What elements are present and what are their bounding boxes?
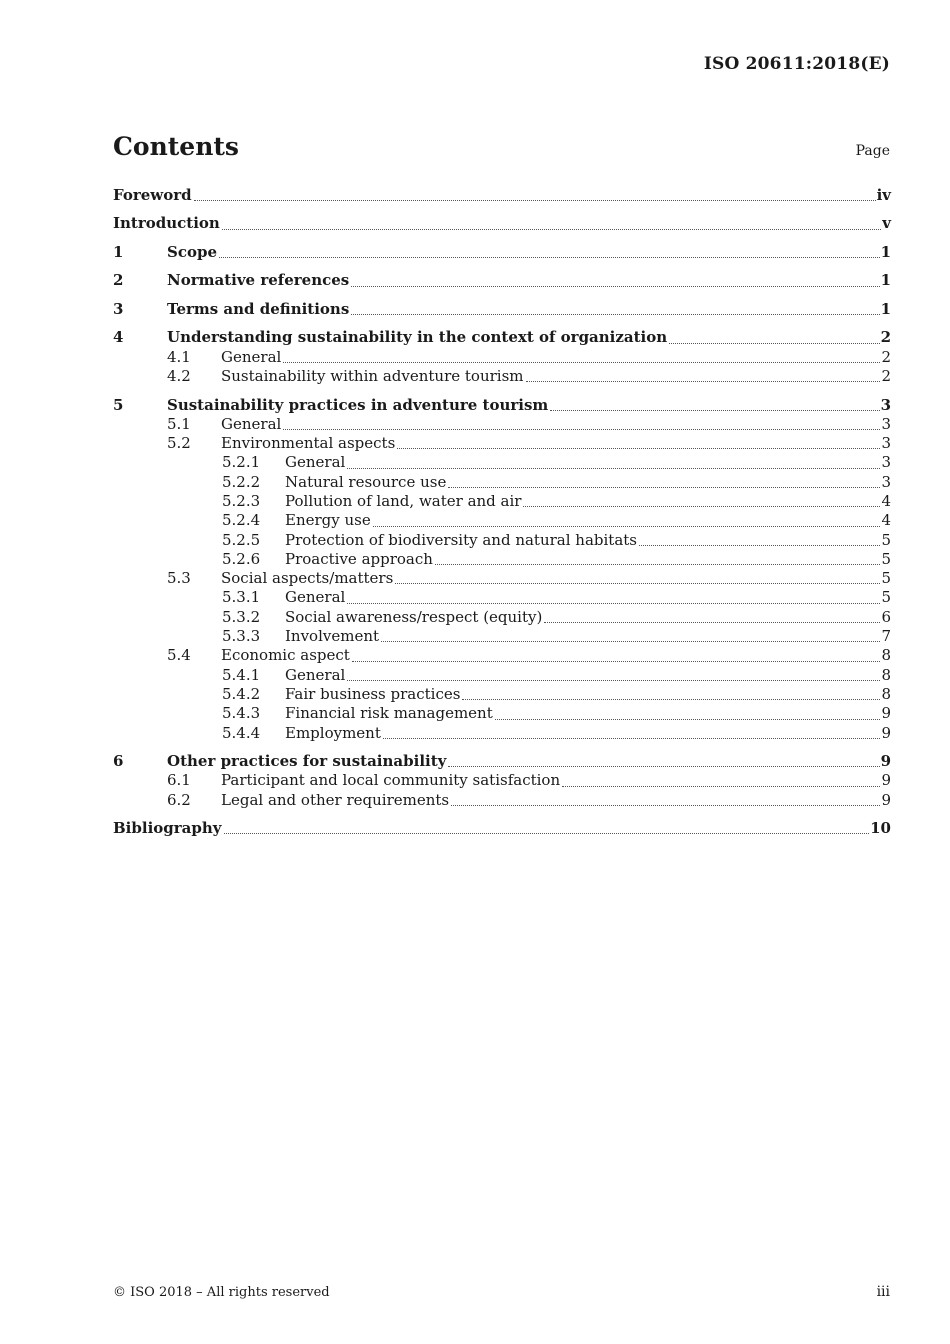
toc-dot-leader	[381, 640, 880, 642]
toc-entry-title: Natural resource use	[285, 472, 447, 491]
toc-dot-leader	[352, 660, 881, 662]
toc-entry-title: Involvement	[285, 627, 380, 646]
toc-entry-title: Pollution of land, water and air	[285, 491, 522, 510]
toc-entry[interactable]	[113, 271, 891, 290]
toc-entry-number: 4.2	[167, 367, 191, 386]
toc-entry[interactable]	[113, 819, 891, 838]
toc-entry-title: Scope	[167, 242, 218, 261]
toc-entry-title: Social awareness/respect (equity)	[285, 607, 543, 626]
toc-entry-number: 2	[113, 271, 124, 290]
toc-entry-number: 4.1	[167, 347, 191, 366]
toc-entry[interactable]	[113, 685, 891, 704]
toc-entry-number: 5.4.2	[222, 684, 261, 703]
toc-entry[interactable]	[113, 646, 891, 665]
toc-entry-number: 5.3	[167, 569, 191, 588]
toc-dot-leader	[351, 313, 879, 315]
toc-entry-number: 5.2.4	[222, 511, 261, 530]
toc-entry-page: 9	[881, 704, 891, 723]
toc-entry-page: 5	[881, 588, 891, 607]
toc-entry-page: 8	[881, 646, 891, 665]
toc-entry-page: 5	[881, 569, 891, 588]
toc-entry-title: Understanding sustainability in the context of organization	[167, 328, 668, 347]
page-title: Contents	[113, 132, 240, 161]
toc-entry[interactable]	[113, 328, 891, 347]
toc-entry-page: 3	[881, 453, 891, 472]
toc-entry-page: 3	[881, 434, 891, 453]
toc-entry[interactable]	[113, 627, 891, 646]
document-header-id: ISO 20611:2018(E)	[703, 54, 890, 74]
toc-entry-title: General	[221, 347, 282, 366]
toc-entry-page: 2	[881, 347, 891, 366]
toc-entry[interactable]	[113, 531, 891, 550]
toc-entry-number: 5.4.3	[222, 704, 261, 723]
toc-entry[interactable]	[113, 434, 891, 453]
toc-entry[interactable]	[113, 396, 891, 415]
toc-entry-title: Economic aspect	[221, 646, 350, 665]
toc-entry[interactable]	[113, 752, 891, 771]
toc-entry-number: 5.2.1	[222, 453, 261, 472]
toc-entry-number: 4	[113, 328, 124, 347]
toc-entry-number: 5.4.1	[222, 665, 261, 684]
toc-entry-page: v	[882, 214, 891, 233]
toc-entry-title: Social aspects/matters	[221, 569, 394, 588]
toc-dot-leader	[523, 505, 880, 507]
toc-entry[interactable]	[113, 214, 891, 233]
toc-entry-title: Normative references	[167, 271, 350, 290]
toc-entry-title: Sustainability practices in adventure tourism	[167, 395, 549, 414]
toc-dot-leader	[283, 361, 880, 363]
toc-entry-number: 6.2	[167, 790, 191, 809]
toc-entry-number: 5.2.6	[222, 549, 261, 568]
toc-entry-number: 5.3.1	[222, 588, 261, 607]
toc-entry-number: 6.1	[167, 771, 191, 790]
toc-entry-page: 9	[881, 771, 891, 790]
toc-entry[interactable]	[113, 415, 891, 434]
toc-entry-number: 6	[113, 752, 124, 771]
toc-entry[interactable]	[113, 348, 891, 367]
toc-dot-leader	[550, 409, 879, 411]
toc-entry-title: Terms and definitions	[167, 299, 350, 318]
toc-entry-number: 5.2	[167, 434, 191, 453]
toc-entry-page: 3	[881, 414, 891, 433]
toc-entry-number: 5.4.4	[222, 723, 261, 742]
toc-entry-number: 5.1	[167, 414, 191, 433]
toc-entry-page: 4	[881, 491, 891, 510]
toc-entry[interactable]	[113, 367, 891, 386]
toc-dot-leader	[526, 380, 881, 382]
toc-dot-leader	[219, 256, 880, 258]
toc-entry-page: 5	[881, 530, 891, 549]
toc-dot-leader	[448, 765, 879, 767]
toc-entry-title: General	[285, 453, 346, 472]
toc-entry-page: 8	[881, 665, 891, 684]
toc-entry[interactable]	[113, 550, 891, 569]
toc-entry-title: Foreword	[113, 186, 192, 204]
toc-dot-leader	[194, 199, 876, 201]
toc-entry-title: Protection of biodiversity and natural habitats	[285, 530, 637, 549]
toc-dot-leader	[224, 832, 870, 834]
footer-copyright: © ISO 2018 – All rights reserved	[113, 1285, 330, 1300]
toc-dot-leader	[435, 563, 881, 565]
toc-entry-page: 4	[881, 511, 891, 530]
toc-entry-page: 10	[870, 819, 891, 838]
toc-dot-leader	[347, 467, 880, 469]
toc-entry[interactable]	[113, 300, 891, 319]
toc-entry-title: Introduction	[113, 214, 220, 233]
toc-entry[interactable]	[113, 608, 891, 627]
toc-entry-number: 3	[113, 299, 124, 318]
toc-entry[interactable]	[113, 771, 891, 790]
toc-entry-title: Fair business practices	[285, 684, 461, 703]
toc-entry-page: iv	[876, 186, 891, 204]
toc-entry-page: 9	[881, 790, 891, 809]
toc-entry-title: Energy use	[285, 511, 371, 530]
toc-entry-page: 3	[881, 472, 891, 491]
toc-dot-leader	[495, 718, 881, 720]
toc-entry-title: General	[285, 665, 346, 684]
toc-entry-page: 5	[881, 549, 891, 568]
toc-entry-title: Environmental aspects	[221, 434, 396, 453]
toc-entry[interactable]	[113, 724, 891, 743]
toc-entry-title: General	[221, 414, 282, 433]
toc-entry[interactable]	[113, 186, 891, 205]
toc-entry[interactable]	[113, 453, 891, 472]
toc-entry-page: 1	[880, 242, 891, 261]
toc-dot-leader	[451, 804, 880, 806]
toc-entry-title: Proactive approach	[285, 549, 433, 568]
toc-entry-title: Other practices for sustainability	[167, 752, 447, 771]
table-of-contents	[113, 186, 891, 838]
toc-dot-leader	[347, 679, 880, 681]
toc-entry-page: 1	[880, 271, 891, 290]
toc-dot-leader	[222, 228, 881, 230]
toc-entry[interactable]	[113, 243, 891, 262]
toc-dot-leader	[544, 621, 880, 623]
toc-entry-number: 5.3.2	[222, 607, 261, 626]
toc-entry[interactable]	[113, 588, 891, 607]
toc-entry-page: 2	[880, 328, 891, 347]
toc-entry-page: 3	[880, 395, 891, 414]
toc-entry-title: Legal and other requirements	[221, 790, 450, 809]
toc-entry-page: 1	[880, 299, 891, 318]
toc-entry-number: 5	[113, 395, 124, 414]
toc-dot-leader	[351, 285, 879, 287]
toc-entry-title: General	[285, 588, 346, 607]
toc-entry-number: 1	[113, 242, 124, 261]
toc-entry[interactable]	[113, 492, 891, 511]
toc-entry-title: Participant and local community satisfaction	[221, 771, 561, 790]
toc-entry[interactable]	[113, 473, 891, 492]
toc-entry-page: 8	[881, 684, 891, 703]
toc-entry-page: 2	[881, 367, 891, 386]
toc-dot-leader	[283, 428, 880, 430]
toc-entry[interactable]	[113, 511, 891, 530]
page-column-label: Page	[855, 143, 890, 159]
toc-dot-leader	[397, 447, 880, 449]
toc-dot-leader	[562, 785, 880, 787]
toc-entry-number: 5.4	[167, 646, 191, 665]
footer-page-number: iii	[876, 1284, 890, 1300]
toc-entry-page: 7	[881, 627, 891, 646]
toc-entry-page: 6	[881, 607, 891, 626]
toc-dot-leader	[347, 602, 880, 604]
toc-entry-title: Sustainability within adventure tourism	[221, 367, 524, 386]
toc-dot-leader	[383, 737, 881, 739]
toc-entry[interactable]	[113, 569, 891, 588]
toc-entry-page: 9	[880, 752, 891, 771]
toc-entry[interactable]	[113, 666, 891, 685]
toc-entry-number: 5.2.3	[222, 491, 261, 510]
toc-entry-number: 5.2.2	[222, 472, 261, 491]
toc-entry-title: Employment	[285, 723, 381, 742]
toc-dot-leader	[373, 525, 881, 527]
toc-entry-title: Financial risk management	[285, 704, 493, 723]
toc-entry-number: 5.3.3	[222, 627, 261, 646]
toc-entry-number: 5.2.5	[222, 530, 261, 549]
toc-dot-leader	[669, 342, 879, 344]
toc-entry-page: 9	[881, 723, 891, 742]
toc-dot-leader	[448, 486, 880, 488]
toc-entry[interactable]	[113, 791, 891, 810]
toc-dot-leader	[462, 698, 880, 700]
toc-dot-leader	[639, 544, 880, 546]
toc-entry[interactable]	[113, 704, 891, 723]
toc-entry-title: Bibliography	[113, 819, 222, 838]
toc-dot-leader	[395, 582, 880, 584]
